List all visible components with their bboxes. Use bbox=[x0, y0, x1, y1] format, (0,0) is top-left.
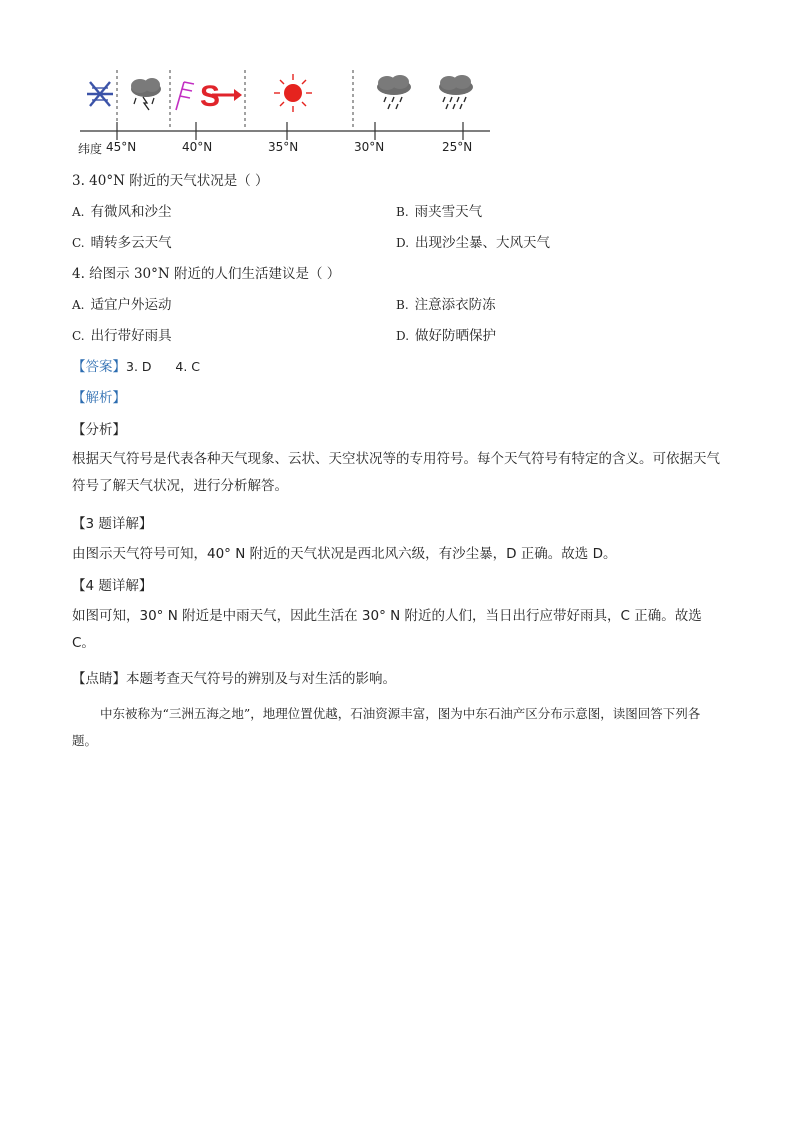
q4-option-c-text: 出行带好雨具 bbox=[90, 328, 172, 344]
tick-label-45: 45°N bbox=[106, 140, 137, 154]
answer-text: 3. D 4. C bbox=[126, 359, 200, 374]
detail3-paragraph: 由图示天气符号可知，40° N 附近的天气状况是西北风六级，有沙尘暴，D 正确。故选 D。 bbox=[72, 546, 617, 562]
answer-tag: 【答案】 bbox=[72, 359, 126, 375]
q4-option-a-letter: A. bbox=[72, 298, 85, 312]
detail3-heading bbox=[72, 514, 152, 534]
answer-line bbox=[72, 357, 200, 377]
q3-option-d-letter: D. bbox=[396, 236, 410, 250]
q4-option-b-text: 注意添衣防冻 bbox=[414, 297, 496, 313]
fenxi-paragraph: 根据天气符号是代表各种天气现象、云状、天空状况等的专用符号。每个天气符号有特定的含义。可依据天气符号了解天气状况，进行分析解答。 bbox=[72, 451, 720, 494]
fenxi-tag: 【分析】 bbox=[72, 422, 126, 438]
q4-option-c bbox=[72, 326, 172, 346]
question-3-title: 3. 40°N 附近的天气状况是（ ） bbox=[72, 173, 269, 189]
dianjing-tag: 【点睛】 bbox=[72, 671, 126, 687]
wind-northwest-force6-icon bbox=[176, 82, 194, 110]
tick-label-35: 35°N bbox=[268, 140, 299, 154]
moderate-rain-icon bbox=[377, 75, 411, 109]
q4-option-a bbox=[72, 295, 171, 315]
sandstorm-symbol-icon bbox=[200, 80, 242, 113]
thunderstorm-icon bbox=[131, 78, 161, 110]
q3-option-c-letter: C. bbox=[72, 236, 85, 250]
detail4-heading bbox=[72, 576, 152, 596]
q3-option-d bbox=[396, 233, 550, 253]
dianjing-line bbox=[72, 669, 396, 689]
q4-option-b-letter: B. bbox=[396, 298, 409, 312]
q3-option-c bbox=[72, 233, 172, 253]
detail4-paragraph: 如图可知，30° N 附近是中雨天气，因此生活在 30° N 附近的人们，当日出行应带好雨具，C 正确。故选 C。 bbox=[72, 608, 702, 651]
q4-option-d-text: 做好防晒保护 bbox=[415, 328, 497, 344]
q3-option-b bbox=[396, 202, 482, 222]
sunny-icon bbox=[274, 74, 312, 112]
heavy-rain-icon bbox=[439, 75, 473, 109]
q4-option-d bbox=[396, 326, 496, 346]
q3-option-a bbox=[72, 202, 171, 222]
q4-option-a-text: 适宜户外运动 bbox=[90, 297, 172, 313]
svg-text:S: S bbox=[200, 80, 221, 113]
analysis-tag: 【解析】 bbox=[72, 390, 126, 406]
q3-option-d-text: 出现沙尘暴、大风天气 bbox=[415, 235, 551, 251]
dianjing-text: 本题考查天气符号的辨别及与对生活的影响。 bbox=[126, 671, 396, 687]
q3-option-a-text: 有微风和沙尘 bbox=[90, 204, 172, 220]
weather-latitude-figure bbox=[72, 60, 512, 164]
analysis-line bbox=[72, 388, 126, 408]
tick-label-40: 40°N bbox=[182, 140, 213, 154]
next-group-intro: 中东被称为“三洲五海之地”，地理位置优越，石油资源丰富，图为中东石油产区分布示意图，读图回答下列各题。 bbox=[72, 706, 701, 748]
q3-option-c-text: 晴转多云天气 bbox=[90, 235, 172, 251]
axis-title: 纬度 bbox=[78, 142, 103, 156]
tick-label-30: 30°N bbox=[354, 140, 385, 154]
tick-label-25: 25°N bbox=[442, 140, 473, 154]
detail3-tag: 【3 题详解】 bbox=[72, 516, 153, 532]
q4-option-b bbox=[396, 295, 496, 315]
detail4-tag: 【4 题详解】 bbox=[72, 578, 153, 594]
q3-option-b-letter: B. bbox=[396, 205, 409, 219]
q4-option-c-letter: C. bbox=[72, 329, 85, 343]
question-4-title: 4. 给图示 30°N 附近的人们生活建议是（ ） bbox=[72, 266, 341, 282]
q4-option-d-letter: D. bbox=[396, 329, 410, 343]
q3-option-a-letter: A. bbox=[72, 205, 85, 219]
fenxi-heading bbox=[72, 420, 126, 440]
sandstorm-icon bbox=[87, 82, 113, 106]
q3-option-b-text: 雨夹雪天气 bbox=[414, 204, 483, 220]
